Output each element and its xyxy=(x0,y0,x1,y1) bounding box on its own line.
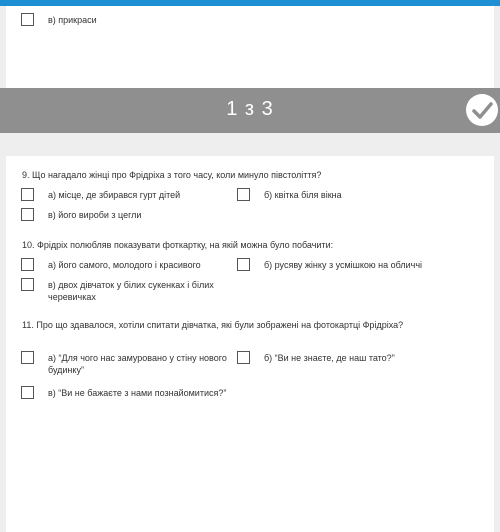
q10-option-a-label: а) його самого, молодого і красивого xyxy=(48,260,201,270)
question-11-text: 11. Про що здавалося, хотіли спитати дівчатка, які були зображені на фотокартці Фрідріха? xyxy=(22,320,404,330)
questions-card xyxy=(6,156,494,532)
check-icon[interactable] xyxy=(466,94,498,126)
q9-option-a-checkbox[interactable] xyxy=(21,188,34,201)
q9-option-c-checkbox[interactable] xyxy=(21,208,34,221)
q11-option-c-checkbox[interactable] xyxy=(21,386,34,399)
q11-option-c-label: в) “Ви не бажаєте з нами познайомитися?” xyxy=(48,388,227,398)
q10-option-c-label: в) двох дівчаток у білих сукенках і білих черевичках xyxy=(48,280,214,302)
option-checkbox[interactable] xyxy=(21,13,34,26)
page-counter: 1 з 3 xyxy=(226,98,274,120)
q9-option-c-label: в) його вироби з цегли xyxy=(48,210,142,220)
question-9-text: 9. Що нагадало жінці про Фрідріха з того часу, коли минуло півстоліття? xyxy=(22,170,322,180)
previous-question-card xyxy=(6,6,494,88)
q11-option-a-checkbox[interactable] xyxy=(21,351,34,364)
q11-option-b-checkbox[interactable] xyxy=(237,351,250,364)
option-label: в) прикраси xyxy=(48,15,97,25)
q9-option-a-label: а) місце, де збирався гурт дітей xyxy=(48,190,181,200)
q11-option-a-label: а) “Для чого нас замуровано у стіну нового будинку” xyxy=(48,353,227,375)
page-banner xyxy=(0,88,500,133)
question-10-text: 10. Фрідріх полюбляв показувати фоткартку, на якій можна було побачити: xyxy=(22,240,334,250)
q10-option-c-checkbox[interactable] xyxy=(21,278,34,291)
q9-option-b-checkbox[interactable] xyxy=(237,188,250,201)
q11-option-b-label: б) “Ви не знаєте, де наш тато?” xyxy=(264,353,395,363)
q10-option-b-checkbox[interactable] xyxy=(237,258,250,271)
q9-option-b-label: б) квітка біля вікна xyxy=(264,190,342,200)
q10-option-b-label: б) русяву жінку з усмішкою на обличчі xyxy=(264,260,423,270)
q10-option-a-checkbox[interactable] xyxy=(21,258,34,271)
